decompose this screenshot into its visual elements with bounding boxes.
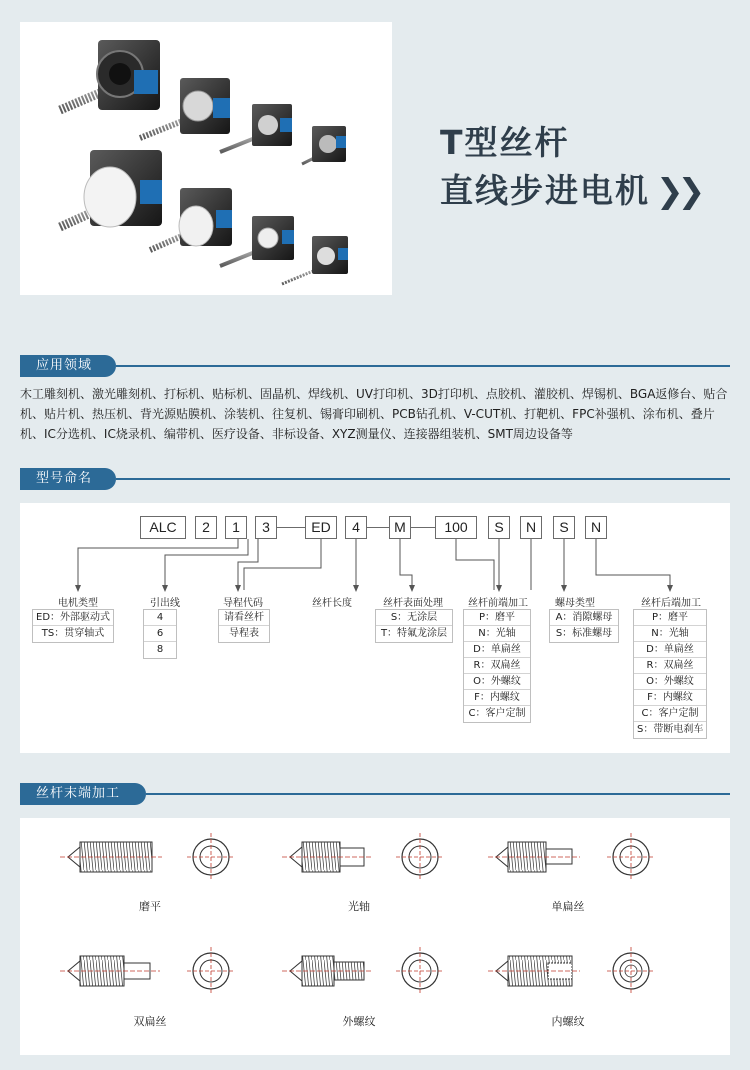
code-box-lead-code: M	[389, 516, 411, 539]
shaft-end-single-flat-drawing	[488, 833, 655, 881]
caption-flat: 磨平	[139, 900, 161, 913]
section-title-model-naming: 型号命名	[20, 468, 116, 490]
label-motor-type: 电机类型	[58, 598, 98, 609]
section-title-shaft-end: 丝杆末端加工	[20, 783, 146, 805]
option-item: C：客户定制	[468, 708, 526, 719]
label-surface: 丝杆表面处理	[383, 598, 443, 609]
caption-single-flat: 单扁丝	[551, 900, 585, 913]
option-item: P：磨平	[634, 610, 706, 626]
hero-title-line2-text: 直线步进电机	[440, 171, 650, 210]
option-item: S：标准螺母	[555, 628, 613, 639]
option-item: D：单扁丝	[634, 642, 706, 658]
option-item: TS：贯穿轴式	[41, 628, 105, 639]
option-item: 导程表	[229, 628, 259, 639]
code-box-surface: S	[488, 516, 510, 539]
code-box-front-end: N	[520, 516, 542, 539]
caption-double-flat: 双扁丝	[133, 1015, 167, 1028]
option-item: N：光轴	[634, 626, 706, 642]
option-item: A：消隙螺母	[550, 610, 618, 626]
option-item: C：客户定制	[634, 706, 706, 722]
section-title-applications: 应用领域	[20, 355, 116, 377]
code-box-screw-length: 100	[435, 516, 477, 539]
code-box-lead-wire: 4	[345, 516, 367, 539]
label-screw-length: 丝杆长度	[312, 598, 352, 609]
caption-internal-thread: 内螺纹	[551, 1015, 585, 1028]
label-nut-type: 螺母类型	[555, 598, 595, 609]
option-item: O：外螺纹	[464, 674, 530, 690]
option-item: O：外螺纹	[634, 674, 706, 690]
code-box-frame: 2	[195, 516, 217, 539]
shaft-end-flat-drawing	[60, 833, 235, 881]
code-box-nut-type: S	[553, 516, 575, 539]
option-item: F：内螺纹	[464, 690, 530, 706]
option-item: 请看丝杆	[219, 610, 269, 626]
option-item: F：内螺纹	[634, 690, 706, 706]
shaft-end-plain-drawing	[282, 833, 444, 881]
label-lead-code: 导程代码	[223, 598, 263, 609]
caption-external-thread: 外螺纹	[342, 1015, 376, 1028]
label-rear-end: 丝杆后端加工	[641, 598, 701, 609]
option-item: N：光轴	[464, 626, 530, 642]
option-item: D：单扁丝	[464, 642, 530, 658]
option-item: S：带断电刹车	[637, 724, 704, 735]
option-item: R：双扁丝	[464, 658, 530, 674]
option-item: R：双扁丝	[634, 658, 706, 674]
option-item: 6	[144, 626, 176, 642]
label-front-end: 丝杆前端加工	[468, 598, 528, 609]
shaft-end-internal-thread-drawing	[488, 947, 655, 995]
hero-title-line1: T型丝杆	[440, 123, 570, 162]
code-box-variant: 3	[255, 516, 277, 539]
code-box-rear-end: N	[585, 516, 607, 539]
option-item: ED：外部驱动式	[33, 610, 113, 626]
option-item: P：磨平	[464, 610, 530, 626]
code-box-length: 1	[225, 516, 247, 539]
shaft-end-double-flat-drawing	[60, 947, 235, 995]
applications-text: 木工雕刻机、激光雕刻机、打标机、贴标机、固晶机、焊线机、UV打印机、3D打印机、点胶机、灌胶机、焊锡机、BGA返修台、贴合机、贴片机、热压机、背光源贴膜机、涂装机、往复机、锡膏印刷机、PCB钻孔机、V-CUT机、打靶机、FPC补强机、涂布机、叠片机、IC分选机、IC烧录机、编带机、医疗设备、非标设备、XYZ测量仪、连接器组装机、SMT周边设备等	[20, 387, 728, 441]
code-box-motor-type: ED	[305, 516, 337, 539]
option-item: S：无涂层	[376, 610, 452, 626]
code-box-series: ALC	[140, 516, 186, 539]
option-item: 8	[156, 644, 164, 655]
shaft-end-external-thread-drawing	[282, 947, 444, 995]
caption-plain-shaft: 光轴	[348, 900, 370, 913]
option-item: T：特氟龙涂层	[380, 628, 448, 639]
double-chevron-right-icon: ❯❯	[656, 171, 700, 210]
option-item: 4	[144, 610, 176, 626]
label-lead-wire: 引出线	[150, 598, 180, 609]
